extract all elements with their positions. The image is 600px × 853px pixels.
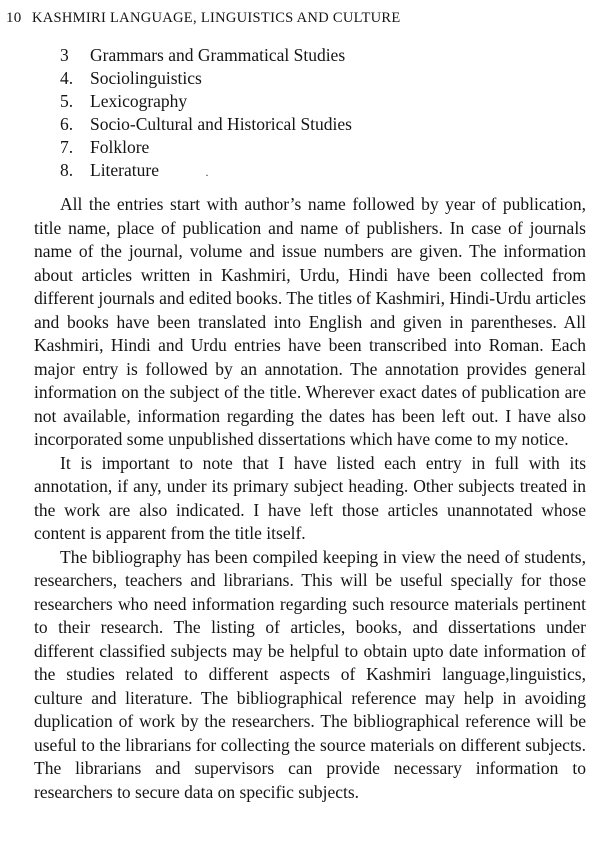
list-item-label: Folklore xyxy=(90,137,150,157)
body-text xyxy=(34,193,586,804)
list-item-label: Literature xyxy=(90,160,159,180)
list-item-label: Sociolinguistics xyxy=(90,68,202,88)
book-title: KASHMIRI LANGUAGE, LINGUISTICS AND CULTURE xyxy=(32,10,401,26)
running-head xyxy=(6,10,401,27)
list-item xyxy=(60,67,352,90)
list-item xyxy=(60,136,352,159)
list-item-number: 8. xyxy=(60,160,74,180)
list-item xyxy=(60,113,352,136)
list-item-label: Grammars and Grammatical Studies xyxy=(90,45,346,65)
list-item xyxy=(60,44,352,67)
list-item-label: Socio-Cultural and Historical Studies xyxy=(90,114,352,134)
list-item-number: 7. xyxy=(60,137,74,157)
list-item xyxy=(60,90,352,113)
page-number: 10 xyxy=(6,10,22,26)
paragraph-purpose: The bibliography has been compiled keeping in view the need of students, researchers, teachers and librarians. This will be useful specially for those researchers who need information regarding such resource materials pertinent to their research. The listing of articles, books, and dissertations under different classified subjects may be helpful to obtain upto date information of the studies related to different aspects of Kashmiri language,linguistics, culture and literature. The bibliographical reference may help in avoiding duplication of work by the researchers. The bibliographical reference will be useful to the librarians for collecting the source materials on different subjects. The librarians and supervisors can provide necessary information to researchers to secure data on specific subjects. xyxy=(34,546,586,802)
list-item-number: 5. xyxy=(60,91,74,111)
list-item-number: 4. xyxy=(60,68,74,88)
paragraph-annotation-note: It is important to note that I have listed each entry in full with its annotation, if any, under its primary subject heading. Other subjects treated in the work are also indicated. I have left those articles unannotated whose content is apparent from the title itself. xyxy=(34,452,586,543)
list-item-label: Lexicography xyxy=(90,91,188,111)
category-list xyxy=(60,44,352,182)
stray-dot-mark: · xyxy=(205,168,209,182)
list-item-number: 3 xyxy=(60,45,69,65)
list-item-number: 6. xyxy=(60,114,74,134)
paragraph-entries-format: All the entries start with author’s name followed by year of publication, title name, place of publication and name of publishers. In case of journals name of the journal, volume and issue numbers are given. The information about articles written in Kashmiri, Urdu, Hindi have been collected from different journals and edited books. The titles of Kashmiri, Hindi-Urdu articles and books have been translated into English and given in parentheses. All Kashmiri, Hindi and Urdu entries have been transcribed into Roman. Each major entry is followed by an annotation. The annotation provides general information on the subject of the title. Wherever exact dates of publication are not available, information regarding the dates has been left out. I have also incorporated some unpublished dissertations which have come to my notice. xyxy=(34,194,586,449)
